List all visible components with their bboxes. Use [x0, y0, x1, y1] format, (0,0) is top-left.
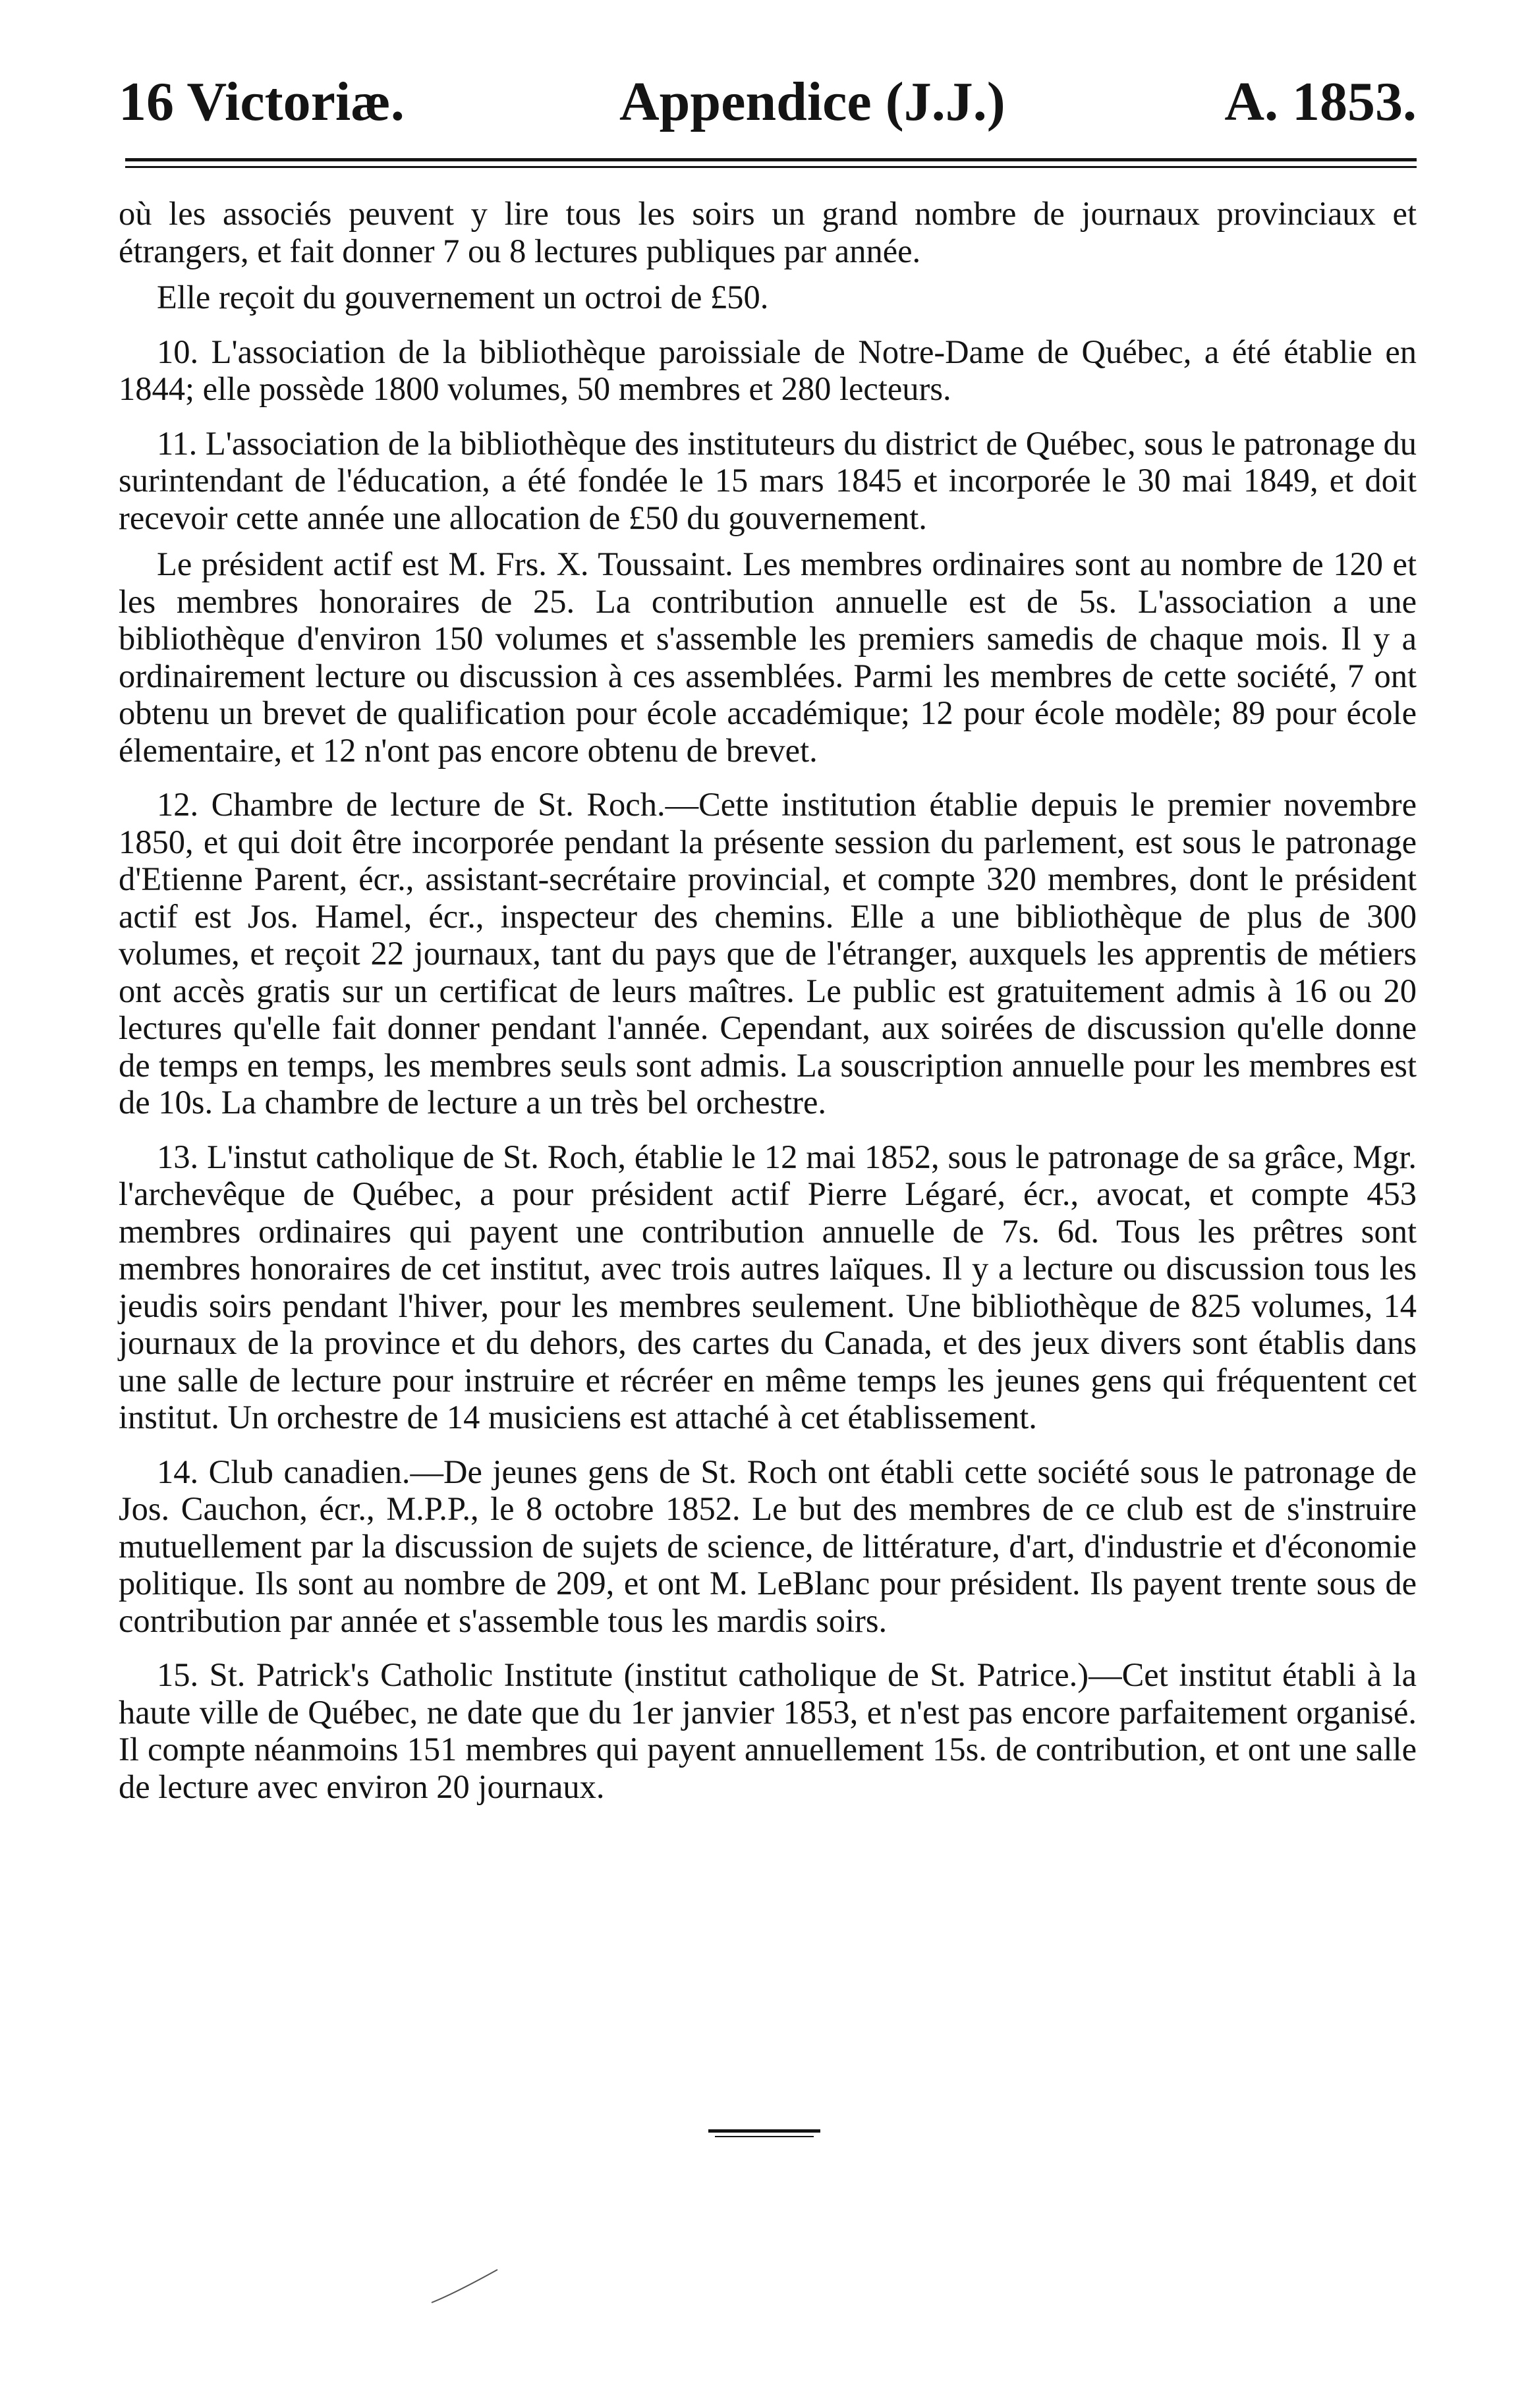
header-rule-thick: [125, 158, 1417, 161]
closing-rule: [708, 2129, 820, 2133]
paragraph-item-11: 11. L'association de la bibliothèque des instituteurs du district de Québec, sous le patronage du surintendant de l'éducation, a été fondée le 15 mars 1845 et incorporée le 30 mai 1849, et doit recevoir cette année une allocation de £50 du gouvernement.: [119, 424, 1417, 536]
paragraph-item-11-details: Le président actif est M. Frs. X. Toussaint. Les membres ordinaires sont au nombre de 120 et les membres honoraires de 25. La contribution annuelle est de 5s. L'association a une bibliothèque d'environ 150 volumes et s'assemble les premiers samedis de chaque mois. Il y a ordinairement lecture ou discussion à ces assemblées. Parmi les membres de cette société, 7 ont obtenu un brevet de qualification pour école accadémique; 12 pour école modèle; 89 pour école élementaire, et 12 n'ont pas encore obtenu de brevet.: [119, 546, 1417, 769]
closing-rule-thin: [715, 2136, 814, 2137]
paragraph-grant: Elle reçoit du gouvernement un octroi de £50.: [157, 279, 769, 316]
paragraph-item-15: 15. St. Patrick's Catholic Institute (institut catholique de St. Patrice.)—Cet institut établi à la haute ville de Québec, ne date que du 1er janvier 1853, et n'est pas encore parfaitement organisé. Il compte néanmoins 151 membres qui payent annuellement 15s. de contribution, et ont une salle de lecture avec environ 20 journaux.: [119, 1656, 1417, 1805]
paragraph-item-14: 14. Club canadien.—De jeunes gens de St. Roch ont établi cette société sous le patronage de Jos. Cauchon, écr., M.P.P., le 8 octobre 1852. Le but des membres de ce club est de s'instruire mutuellement par la discussion de sujets de science, de littérature, d'art, d'industrie et d'économie politique. Ils sont au nombre de 209, et ont M. LeBlanc pour président. Ils payent trente sous de contribution par année et s'assemble tous les mardis soirs.: [119, 1453, 1417, 1639]
body-text: [119, 195, 1417, 1822]
header-appendix: Appendice (J.J.): [619, 71, 1005, 132]
paragraph-item-10: 10. L'association de la bibliothèque paroissiale de Notre-Dame de Québec, a été établie en 1844; elle possède 1800 volumes, 50 membres et 280 lecteurs.: [119, 333, 1417, 407]
paragraph-item-13: 13. L'instut catholique de St. Roch, établie le 12 mai 1852, sous le patronage de sa grâce, Mgr. l'archevêque de Québec, a pour président actif Pierre Légaré, écr., avocat, et compte 453 membres ordinaires qui payent une contribution annuelle de 7s. 6d. Tous les prêtres sont membres honoraires de cet institut, avec trois autres laïques. Il y a lecture ou discussion tous les jeudis soirs pendant l'hiver, pour les membres seulement. Une bibliothèque de 825 volumes, 14 journaux de la province et du dehors, des cartes du Canada, et des jeux divers sont établis dans une salle de lecture pour instruire et récréer en même temps les jeunes gens qui fréquentent cet institut. Un orchestre de 14 musiciens est attaché à cet établissement.: [119, 1138, 1417, 1436]
paragraph-item-12: 12. Chambre de lecture de St. Roch.—Cette institution établie depuis le premier novembre 1850, et qui doit être incorporée pendant la présente session du parlement, est sous le patronage d'Etienne Parent, écr., assistant-secrétaire provincial, et compte 320 membres, dont le président actif est Jos. Hamel, écr., inspecteur des chemins. Elle a une bibliothèque de plus de 300 volumes, et reçoit 22 journaux, tant du pays que de l'étranger, auxquels les apprentis de métiers ont accès gratis sur un certificat de leurs maîtres. Le public est gratuitement admis à 16 ou 20 lectures qu'elle fait donner pendant l'année. Cependant, aux soirées de discussion qu'elle donne de temps en temps, les membres seuls sont admis. La souscription annuelle pour les membres est de 10s. La chambre de lecture a un très bel orchestre.: [119, 786, 1417, 1121]
running-header: [119, 63, 1417, 142]
header-rule-thin: [125, 166, 1417, 168]
header-year: A. 1853.: [1224, 71, 1417, 132]
header-session: 16 Victoriæ.: [119, 71, 405, 132]
paragraph-continuation: où les associés peuvent y lire tous les soirs un grand nombre de journaux provinciaux et étrangers, et fait donner 7 ou 8 lectures publiques par année.: [119, 195, 1417, 269]
ink-mark-decoration: [428, 2266, 501, 2306]
